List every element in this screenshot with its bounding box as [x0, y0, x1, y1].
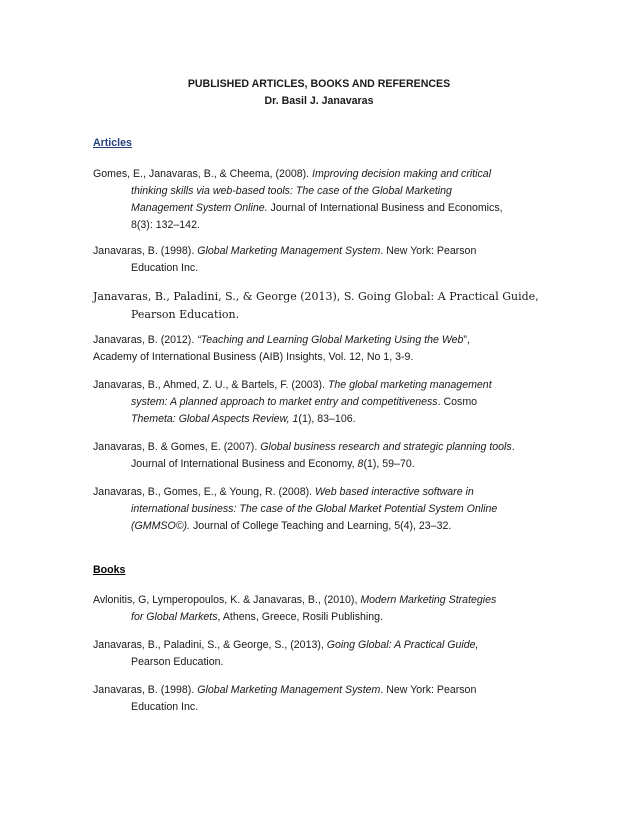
article-entry	[93, 166, 543, 234]
ref-text: 8(3): 132–142.	[131, 219, 200, 231]
document-title: PUBLISHED ARTICLES, BOOKS AND REFERENCES	[187, 78, 451, 90]
ref-title: Going Global: A Practical Guide,	[326, 639, 479, 651]
ref-title: Global Marketing Management System	[197, 684, 381, 696]
ref-text: Education Inc.	[131, 262, 199, 274]
ref-title: Global business research and strategic planning tools	[260, 441, 512, 453]
ref-text: Janavaras, B. (1998).	[93, 245, 198, 257]
ref-text: Avlonitis, G, Lymperopoulos, K. & Janavaras, B., (2010),	[93, 594, 361, 606]
document-author: Dr. Basil J. Janavaras	[264, 95, 374, 107]
ref-text: Academy of International Business (AIB) Insights, Vol. 12, No 1, 3-9.	[93, 351, 414, 363]
book-entry	[93, 592, 543, 626]
book-entry	[93, 682, 543, 716]
ref-title: (GMMSO©).	[131, 520, 191, 532]
article-entry	[93, 439, 543, 473]
ref-text: Janavaras, B., Paladini, S., & George (2013), S. Going Global: A Practical Guide,	[93, 290, 539, 303]
book-entry	[93, 637, 543, 671]
document-header	[0, 76, 638, 110]
ref-text: Pearson Education.	[131, 308, 240, 321]
ref-text: Journal of International Business and Economics,	[267, 202, 503, 214]
ref-text: Pearson Education.	[131, 656, 224, 668]
ref-title: Themeta: Global Aspects Review, 1	[131, 413, 299, 425]
article-entry	[93, 377, 543, 428]
article-entry	[93, 332, 543, 366]
ref-text: Janavaras, B. (1998).	[93, 684, 198, 696]
ref-text: . New York: Pearson	[380, 245, 477, 257]
article-entry	[93, 484, 543, 535]
ref-title: Improving decision making and critical	[312, 168, 492, 180]
ref-text: (1), 83–106.	[298, 413, 356, 425]
ref-text: .	[511, 441, 515, 453]
ref-title: Management System Online.	[131, 202, 268, 214]
articles-heading: Articles	[93, 137, 132, 149]
ref-title: Global Marketing Management System	[197, 245, 381, 257]
ref-title: Web based interactive software in	[315, 486, 474, 498]
books-heading: Books	[93, 564, 126, 576]
ref-title: thinking skills via web-based tools: The case of the Global Marketing	[131, 185, 452, 197]
ref-text: Journal of College Teaching and Learning, 5(4), 23–32.	[190, 520, 452, 532]
ref-title: The global marketing management	[327, 379, 492, 391]
article-entry	[93, 243, 543, 277]
ref-text: Journal of International Business and Economy,	[131, 458, 358, 470]
ref-text: Janavaras, B., Ahmed, Z. U., & Bartels, F. (2003).	[93, 379, 328, 391]
ref-text: Janavaras, B. (2012).	[93, 334, 198, 346]
ref-title: for Global Markets	[131, 611, 218, 623]
ref-title: system: A planned approach to market entry and competitiveness	[131, 396, 438, 408]
ref-text: . Cosmo	[437, 396, 478, 408]
ref-text: Janavaras, B. & Gomes, E. (2007).	[93, 441, 261, 453]
ref-title: Modern Marketing Strategies	[360, 594, 497, 606]
ref-text: Gomes, E., Janavaras, B., & Cheema, (2008).	[93, 168, 313, 180]
ref-volume: 8	[357, 458, 364, 470]
ref-text: , Athens, Greece, Rosili Publishing.	[217, 611, 384, 623]
ref-text: Education Inc.	[131, 701, 199, 713]
ref-text: Janavaras, B., Gomes, E., & Young, R. (2008).	[93, 486, 315, 498]
ref-title: international business: The case of the Global Market Potential System Online	[131, 503, 498, 515]
ref-text: ”,	[463, 334, 470, 346]
ref-text: (1), 59–70.	[363, 458, 415, 470]
ref-title: “Teaching and Learning Global Marketing Using the Web	[197, 334, 464, 346]
article-entry	[93, 288, 543, 324]
ref-text: . New York: Pearson	[380, 684, 477, 696]
ref-text: Janavaras, B., Paladini, S., & George, S., (2013),	[93, 639, 327, 651]
